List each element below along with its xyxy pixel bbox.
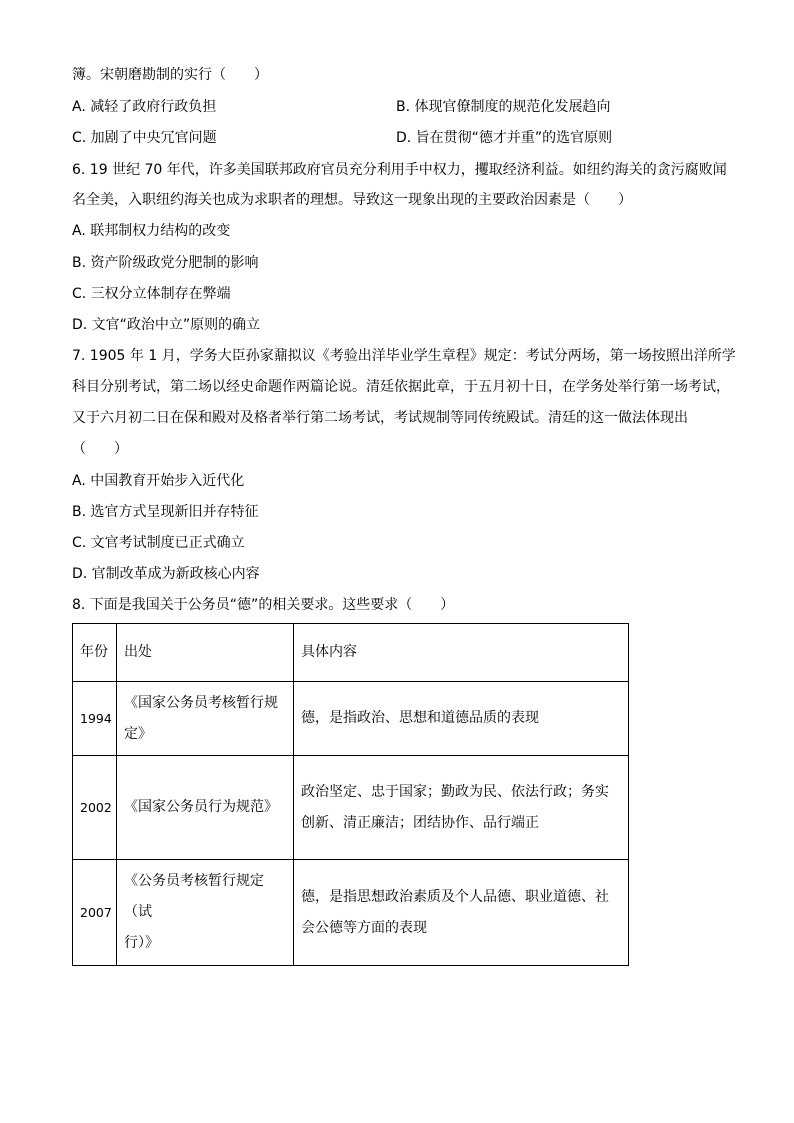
row-source-line: 行）》 [124,935,159,951]
header-content: 具体内容 [294,624,629,682]
q7-stem-line-4: （ ） [72,441,128,457]
q7-stem-line-3: 又于六月初二日在保和殿对及格者举行第二场考试，考试规制等同传统殿试。清廷的这一做法体现出 [72,410,688,426]
row-year: 2007 [73,860,117,966]
q5-option-b[interactable]: B. 体现官僚制度的规范化发展趋向 [396,99,611,115]
q6-stem-line-1: 6. 19 世纪 70 年代，许多美国联邦政府官员充分利用手中权力，攫取经济利益。如纽约海关的贪污腐败闻 [72,162,727,178]
row-content-line: 德，是指政治、思想和道德品质的表现 [301,710,539,726]
table-header-row [73,624,629,682]
q7-stem-line-1: 7. 1905 年 1 月，学务大臣孙家鼐拟议《考验出洋毕业学生章程》规定：考试分两场，第一场按照出洋所学 [72,348,736,364]
row-content-line: 德，是指思想政治素质及个人品德、职业道德、社 [301,888,609,905]
q6-option-a[interactable]: A. 联邦制权力结构的改变 [72,223,231,239]
row-source-line: 定》 [124,725,152,742]
row-content [294,682,629,756]
row-content-line: 政治坚定、忠于国家；勤政为民、依法行政；务实 [301,783,609,800]
q6-stem-line-2: 名全美，入职纽约海关也成为求职者的理想。导致这一现象出现的主要政治因素是（ ） [72,192,632,208]
q7-option-b[interactable]: B. 选官方式呈现新旧并存特征 [72,504,259,520]
q5-option-a[interactable]: A. 减轻了政府行政负担 [72,99,217,115]
q5-stem-tail: 簿。宋朝磨勘制的实行（ ） [72,67,268,83]
q7-option-c[interactable]: C. 文官考试制度已正式确立 [72,535,245,551]
row-year: 2002 [73,756,117,860]
row-source-line: 《国家公务员行为规范》 [124,799,278,815]
table-row [73,756,629,860]
header-year: 年份 [73,624,117,682]
row-source [117,682,294,756]
row-year: 1994 [73,682,117,756]
q5-option-c[interactable]: C. 加剧了中央冗官问题 [72,130,217,146]
q7-option-d[interactable]: D. 官制改革成为新政核心内容 [72,566,260,582]
table-row [73,682,629,756]
civil-servant-virtue-table [72,623,629,966]
row-content-line: 会公德等方面的表现 [301,919,427,936]
q6-option-c[interactable]: C. 三权分立体制存在弊端 [72,286,231,302]
q7-stem-line-2: 科目分别考试，第二场以经史命题作两篇论说。清廷依据此章，于五月初十日，在学务处举行第一场考试， [72,379,730,395]
row-source [117,860,294,966]
q7-option-a[interactable]: A. 中国教育开始步入近代化 [72,473,245,489]
row-source [117,756,294,860]
q6-option-d[interactable]: D. 文官“政治中立”原则的确立 [72,317,261,333]
row-content [294,756,629,860]
header-source: 出处 [117,624,294,682]
q6-option-b[interactable]: B. 资产阶级政党分肥制的影响 [72,255,259,271]
table-row [73,860,629,966]
row-source-line: 《公务员考核暂行规定（试 [124,873,264,920]
q8-stem: 8. 下面是我国关于公务员“德”的相关要求。这些要求（ ） [72,597,455,613]
row-content-line: 创新、清正廉洁；团结协作、品行端正 [301,814,539,831]
q5-option-d[interactable]: D. 旨在贯彻“德才并重”的选官原则 [396,130,613,146]
row-source-line: 《国家公务员考核暂行规 [124,694,278,711]
row-content [294,860,629,966]
